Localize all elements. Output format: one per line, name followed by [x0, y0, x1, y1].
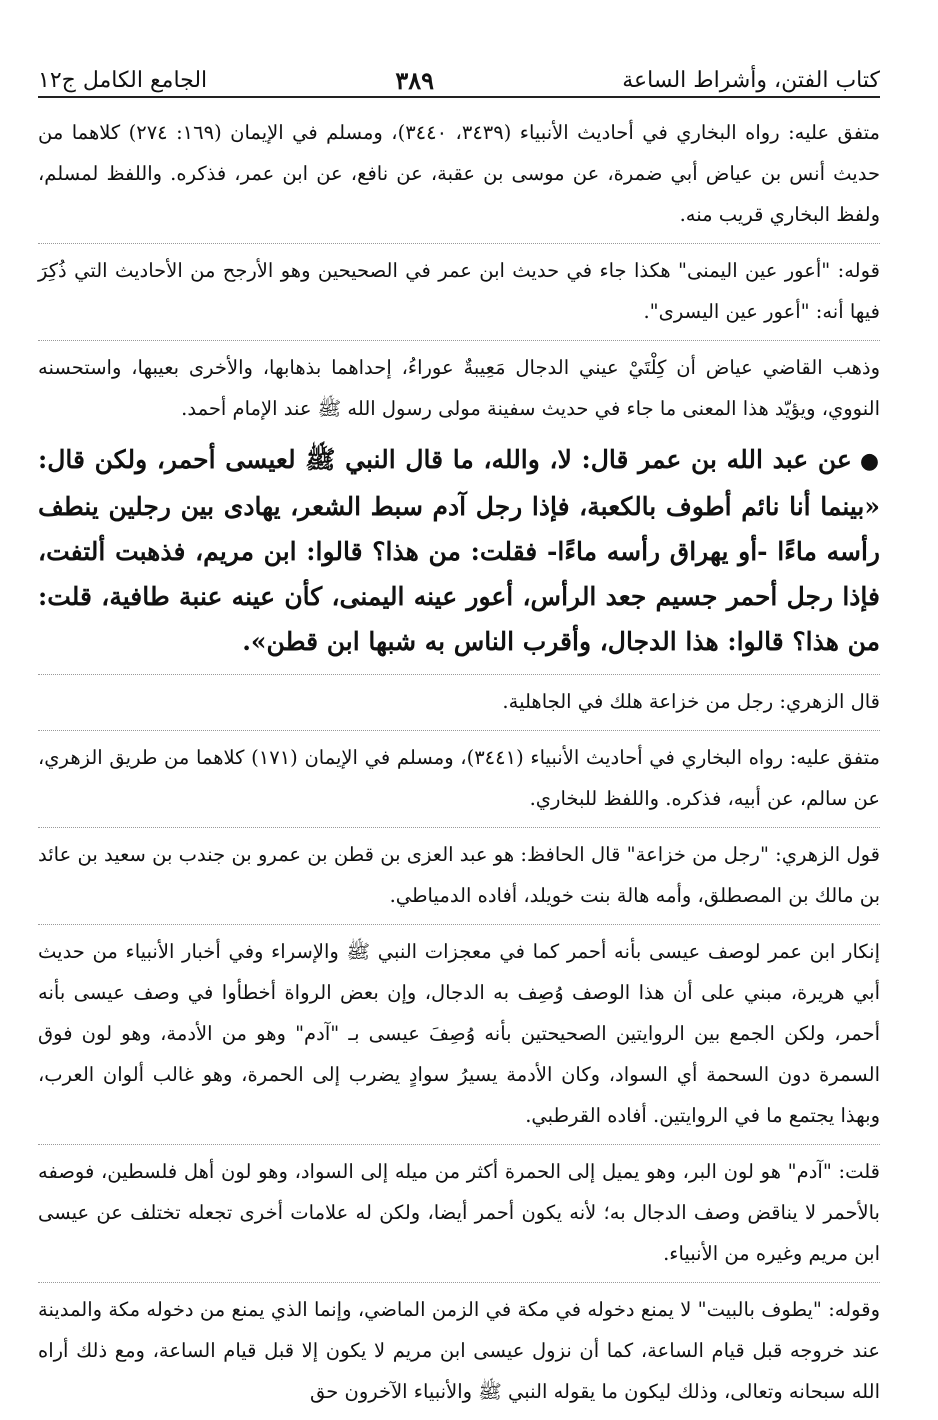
paragraph-commentary-4: إنكار ابن عمر لوصف عيسى بأنه أحمر كما في معجزات النبي ﷺ والإسراء وفي أخبار الأنبياء من حديث أبي هريرة، مبني على أن هذا الوصف وُصِف به الدجال، وإن بعض الرواة أخطأوا في وصف عيسى بأنه أحمر، ولكن الجمع بين الروايتين الصحيحتين بأنه وُصِفَ عيسى بـ "آدم" وهو من الأدمة، وهو لون فوق السمرة دون السحمة أي السواد، وكان الأدمة يسيرُ سوادٍ يضرب إلى الحمرة، وهو غالب ألوان العرب، وبهذا يجتمع ما في الروايتين. أفاده القرطبي.: [38, 940, 880, 1127]
bullet-icon: ●: [859, 448, 880, 474]
page-number: ٣٨٩: [395, 66, 435, 95]
paragraph-zuhri: قال الزهري: رجل من خزاعة هلك في الجاهلية.: [502, 690, 880, 713]
book-section-title: كتاب الفتن، وأشراط الساعة: [622, 68, 880, 93]
header-rule: [38, 96, 880, 98]
separator: [38, 674, 880, 675]
separator: [38, 924, 880, 925]
page-header: [38, 54, 880, 94]
hadith-text: عن عبد الله بن عمر قال: لا، والله، ما قال النبي ﷺ لعيسى أحمر، ولكن قال: «بينما أنا نائم أطوف بالكعبة، فإذا رجل آدم سبط الشعر، يهادى بين رجلين ينطف رأسه ماءًا -أو يهراق رأسه ماءًا- فقلت: من هذا؟ قالوا: ابن مريم، فذهبت ألتفت، فإذا رجل أحمر جسيم جعد الرأس، أعور عينه اليمنى، كأن عينه عنبة طافية، قلت: من هذا؟ قالوا: هذا الدجال، وأقرب الناس به شبها ابن قطن».: [38, 445, 880, 656]
separator: [38, 827, 880, 828]
paragraph-commentary-1: قوله: "أعور عين اليمنى" هكذا جاء في حديث ابن عمر في الصحيحين وهو الأرجح من الأحاديث التي ذُكِرَ فيها أنه: "أعور عين اليسرى".: [38, 259, 880, 323]
paragraph-takhrij-1: متفق عليه: رواه البخاري في أحاديث الأنبياء (٣٤٣٩، ٣٤٤٠)، ومسلم في الإيمان (١٦٩: ٢٧٤) كلاهما من حديث أنس بن عياض أبي ضمرة، عن موسى بن عقبة، عن نافع، عن ابن عمر، فذكره. واللفظ لمسلم، ولفظ البخاري قريب منه.: [38, 121, 880, 226]
separator: [38, 730, 880, 731]
paragraph-takhrij-2: متفق عليه: رواه البخاري في أحاديث الأنبياء (٣٤٤١)، ومسلم في الإيمان (١٧١) كلاهما من طريق الزهري، عن سالم، عن أبيه، فذكره. واللفظ للبخاري.: [38, 746, 880, 810]
page-body: [38, 112, 880, 1420]
separator: [38, 1282, 880, 1283]
separator: [38, 1144, 880, 1145]
book-title: الجامع الكامل ج١٢: [38, 68, 208, 93]
hadith-paragraph: [38, 437, 880, 664]
separator: [38, 243, 880, 244]
paragraph-commentary-5: قلت: "آدم" هو لون البر، وهو يميل إلى الحمرة أكثر من ميله إلى السواد، وهو لون أهل فلسطين، فوصفه بالأحمر لا يناقض وصف الدجال به؛ لأنه يكون أحمر أيضا، ولكن له علامات أخرى تجعله تختلف عن عيسى ابن مريم وغيره من الأنبياء.: [38, 1160, 880, 1265]
paragraph-commentary-3: قول الزهري: "رجل من خزاعة" قال الحافظ: هو عبد العزى بن قطن بن عمرو بن جندب بن سعيد بن عائد بن مالك بن المصطلق، وأمه هالة بنت خويلد، أفاده الدمياطي.: [38, 843, 880, 907]
paragraph-commentary-6: وقوله: "يطوف بالبيت" لا يمنع دخوله في مكة في الزمن الماضي، وإنما الذي يمنع من دخوله مكة والمدينة عند خروجه قبل قيام الساعة، كما أن نزول عيسى ابن مريم لا يكون إلا قبل قيام الساعة، ومع ذلك أراه الله سبحانه وتعالى، وذلك ليكون ما يقوله النبي ﷺ والأنبياء الآخرون حق: [38, 1298, 880, 1403]
paragraph-commentary-2: وذهب القاضي عياض أن كِلْتَيْ عيني الدجال مَعِيبةٌ عوراءُ، إحداهما بذهابها، والأخرى بعيبها، واستحسنه النووي، ويؤيّد هذا المعنى ما جاء في حديث سفينة مولى رسول الله ﷺ عند الإمام أحمد.: [38, 356, 880, 420]
separator: [38, 340, 880, 341]
